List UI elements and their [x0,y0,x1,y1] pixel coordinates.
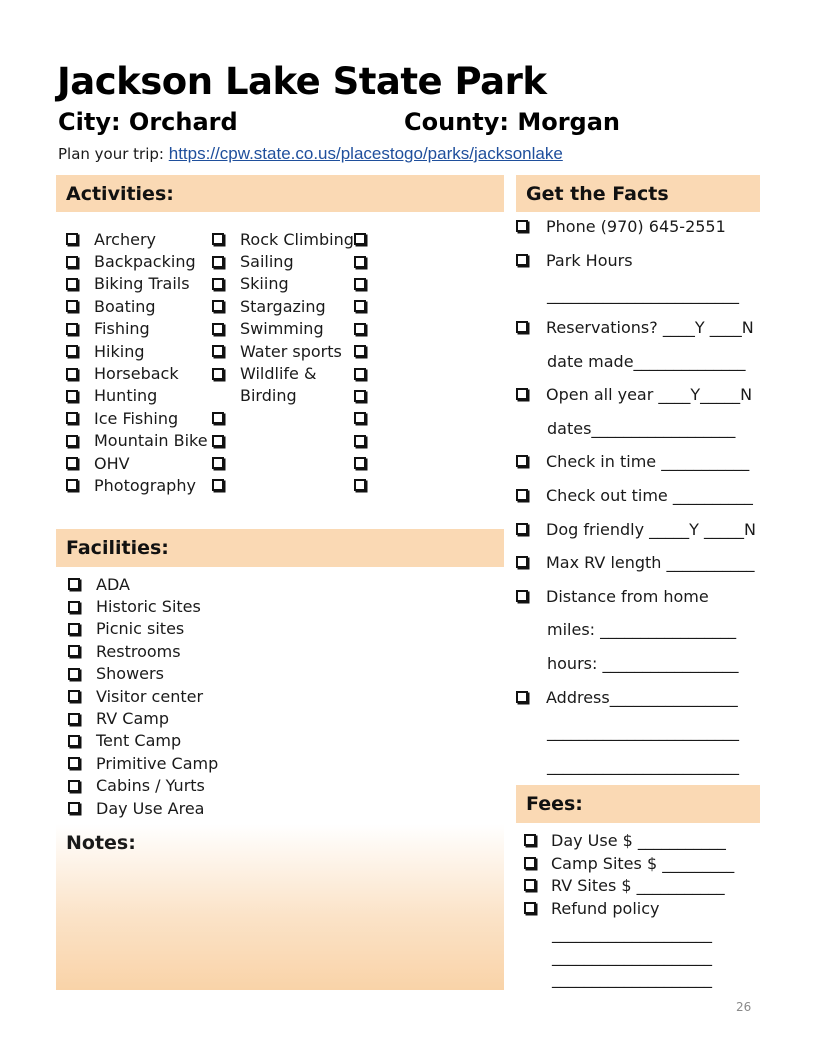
activity-item[interactable] [212,250,354,272]
checkbox-icon[interactable] [66,278,78,290]
activity-item[interactable] [66,340,208,362]
facility-label: RV Camp [96,709,169,729]
facility-label: Cabins / Yurts [96,776,205,796]
activities-column-1 [66,228,208,497]
checkbox-icon[interactable] [212,435,224,447]
hours-field[interactable]: hours: _________________ [547,653,739,673]
activity-item-blank[interactable] [212,474,354,496]
page-title: Jackson Lake State Park [57,60,547,103]
activity-label: Backpacking [94,252,196,272]
checkbox-icon[interactable] [516,455,528,467]
activity-item-continued [212,385,354,407]
refund-line-3[interactable]: ____________________ [552,968,712,988]
checkbox-icon[interactable] [354,457,366,469]
activity-item[interactable] [212,273,354,295]
activity-item-blank[interactable] [212,430,354,452]
fact-address[interactable] [516,686,738,708]
checkbox-icon[interactable] [516,691,528,703]
page-number: 26 [736,1000,752,1014]
checkbox-icon[interactable] [354,345,366,357]
checkbox-icon[interactable] [68,623,80,635]
address-line-1[interactable]: ________________________ [547,721,739,741]
fact-label: Open all year ____Y_____N [546,384,753,404]
activity-label: Mountain Bike [94,431,208,451]
fact-dog-friendly[interactable] [516,518,756,540]
checkbox-icon[interactable] [516,388,528,400]
activity-label: Water sports [240,341,342,361]
activity-label: Sailing [240,252,294,272]
activity-label: Birding [240,386,297,406]
checkbox-icon[interactable] [524,902,536,914]
activity-item[interactable] [66,273,208,295]
activity-item-blank[interactable] [354,474,366,496]
activity-item[interactable] [66,452,208,474]
checkbox-icon[interactable] [516,321,528,333]
activity-item-blank[interactable] [212,407,354,429]
activity-label: Skiing [240,274,289,294]
park-website-link[interactable]: https://cpw.state.co.us/placestogo/parks/jacksonlake [168,144,563,163]
fact-label: Max RV length ___________ [546,552,755,572]
activity-label: OHV [94,453,130,473]
activity-item-blank[interactable] [354,250,366,272]
fee-camp-sites[interactable] [524,852,734,874]
checkbox-icon[interactable] [68,713,80,725]
fact-phone[interactable] [516,215,726,237]
park-hours-blank[interactable]: ________________________ [547,284,739,304]
activity-item-blank[interactable] [354,273,366,295]
checkbox-icon[interactable] [354,233,366,245]
checkbox-icon[interactable] [212,479,224,491]
activity-label: Biking Trails [94,274,190,294]
plan-trip-line [58,144,563,164]
facility-item[interactable] [68,573,218,595]
activity-item-blank[interactable] [354,340,366,362]
facility-item[interactable] [68,797,218,819]
checkbox-icon[interactable] [68,690,80,702]
activity-item[interactable] [212,340,354,362]
checkbox-icon[interactable] [524,879,536,891]
fact-check-in[interactable] [516,450,749,472]
activity-item-blank[interactable] [354,228,366,250]
activity-item[interactable] [66,295,208,317]
activities-heading: Activities: [56,175,504,212]
dates-field[interactable]: dates__________________ [547,418,736,438]
activity-item-blank[interactable] [354,407,366,429]
activity-item[interactable] [66,318,208,340]
checkbox-icon[interactable] [212,278,224,290]
activity-label: Horseback [94,364,179,384]
address-line-2[interactable]: ________________________ [547,755,739,775]
fee-day-use[interactable] [524,829,726,851]
refund-line-1[interactable]: ____________________ [552,923,712,943]
checkbox-icon[interactable] [66,256,78,268]
checkbox-icon[interactable] [66,479,78,491]
facility-label: Restrooms [96,641,181,661]
plan-trip-label: Plan your trip: [58,145,169,163]
activity-item[interactable] [66,474,208,496]
activity-label: Fishing [94,319,150,339]
activity-item-blank[interactable] [354,295,366,317]
facilities-list [68,573,218,819]
checkbox-icon[interactable] [354,412,366,424]
date-made-field[interactable]: date made______________ [547,351,746,371]
checkbox-icon[interactable] [212,233,224,245]
fact-label: Distance from home [546,586,709,606]
fact-label: Check out time __________ [546,485,753,505]
activities-column-3 [354,228,366,497]
activity-item-blank[interactable] [354,452,366,474]
facility-item[interactable] [68,663,218,685]
facility-label: Visitor center [96,686,204,706]
checkbox-icon[interactable] [66,435,78,447]
checkbox-icon[interactable] [354,256,366,268]
activity-label: Stargazing [240,296,326,316]
activity-item[interactable] [66,385,208,407]
checkbox-icon[interactable] [66,412,78,424]
checkbox-icon[interactable] [68,802,80,814]
checkbox-icon[interactable] [68,645,80,657]
activity-item-blank[interactable] [354,385,366,407]
fact-label: Dog friendly _____Y _____N [546,519,756,539]
facility-item[interactable] [68,618,218,640]
facility-label: Tent Camp [96,731,182,751]
checkbox-icon[interactable] [212,345,224,357]
fee-label: Day Use $ ___________ [551,830,726,850]
checkbox-icon[interactable] [66,300,78,312]
checkbox-icon[interactable] [212,412,224,424]
activity-item-blank[interactable] [354,362,366,384]
activity-item[interactable] [212,362,354,384]
checkbox-icon[interactable] [354,368,366,380]
activity-label: Archery [94,229,156,249]
checkbox-icon[interactable] [354,323,366,335]
checkbox-icon[interactable] [354,479,366,491]
facility-item[interactable] [68,775,218,797]
facility-label: Picnic sites [96,619,185,639]
activity-label: Hiking [94,341,145,361]
fee-label: Refund policy [551,898,660,918]
checkbox-icon[interactable] [516,590,528,602]
facility-label: Primitive Camp [96,753,219,773]
activity-label: Wildlife & [240,364,317,384]
fee-label: Camp Sites $ _________ [551,853,735,873]
fee-refund-policy[interactable] [524,897,660,919]
facility-item[interactable] [68,640,218,662]
activity-label: Boating [94,296,156,316]
facility-label: Historic Sites [96,597,201,617]
checkbox-icon[interactable] [68,601,80,613]
checkbox-icon[interactable] [68,668,80,680]
checkbox-icon[interactable] [66,233,78,245]
fact-distance[interactable] [516,585,709,607]
facility-item[interactable] [68,685,218,707]
facility-label: Day Use Area [96,798,205,818]
fact-park-hours[interactable] [516,249,633,271]
checkbox-icon[interactable] [354,435,366,447]
fee-rv-sites[interactable] [524,874,725,896]
fact-label: Check in time ___________ [546,451,750,471]
facility-label: ADA [96,574,130,594]
checkbox-icon[interactable] [354,278,366,290]
checkbox-icon[interactable] [66,457,78,469]
activity-item[interactable] [212,318,354,340]
fact-check-out[interactable] [516,484,753,506]
checkbox-icon[interactable] [516,220,528,232]
checkbox-icon[interactable] [66,345,78,357]
activity-item[interactable] [212,228,354,250]
checkbox-icon[interactable] [524,834,536,846]
fact-label: Address________________ [546,687,738,707]
checkbox-icon[interactable] [516,556,528,568]
fees-heading: Fees: [516,785,760,823]
activity-label: Swimming [240,319,324,339]
facility-item[interactable] [68,752,218,774]
facility-item[interactable] [68,730,218,752]
activity-item-blank[interactable] [212,452,354,474]
checkbox-icon[interactable] [212,323,224,335]
fact-label: Phone (970) 645-2551 [546,216,726,236]
facilities-heading: Facilities: [56,529,504,567]
activity-item-blank[interactable] [354,430,366,452]
facility-item[interactable] [68,595,218,617]
checkbox-icon[interactable] [212,368,224,380]
fact-max-rv[interactable] [516,551,755,573]
fact-label: Reservations? ____Y ____N [546,317,754,337]
checkbox-icon[interactable] [524,857,536,869]
activity-label: Ice Fishing [94,408,179,428]
miles-field[interactable]: miles: _________________ [547,619,737,639]
activity-label: Rock Climbing [240,229,354,249]
activity-item[interactable] [66,228,208,250]
checkbox-icon[interactable] [68,578,80,590]
checkbox-icon[interactable] [68,757,80,769]
checkbox-icon[interactable] [66,323,78,335]
checkbox-icon[interactable] [212,300,224,312]
checkbox-icon[interactable] [354,300,366,312]
activity-item[interactable] [66,250,208,272]
activity-item[interactable] [66,430,208,452]
checkbox-icon[interactable] [516,489,528,501]
checkbox-icon[interactable] [68,780,80,792]
checkbox-icon[interactable] [354,390,366,402]
notes-area[interactable] [56,824,504,990]
checkbox-icon[interactable] [212,457,224,469]
activity-item[interactable] [212,295,354,317]
fact-label: Park Hours [546,250,633,270]
refund-line-2[interactable]: ____________________ [552,946,712,966]
checkbox-icon[interactable] [68,735,80,747]
fact-open-all-year[interactable] [516,383,752,405]
checkbox-icon[interactable] [66,368,78,380]
facility-item[interactable] [68,707,218,729]
fee-label: RV Sites $ ___________ [551,875,725,895]
checkbox-icon[interactable] [516,523,528,535]
city-label: City: Orchard [58,108,238,136]
facility-label: Showers [96,664,164,684]
checkbox-icon[interactable] [66,390,78,402]
activity-item-blank[interactable] [354,318,366,340]
checkbox-icon[interactable] [212,256,224,268]
fact-reservations[interactable] [516,316,754,338]
notes-heading: Notes: [66,832,136,854]
activity-item[interactable] [66,362,208,384]
checkbox-icon[interactable] [516,254,528,266]
activity-item[interactable] [66,407,208,429]
activities-column-2 [212,228,354,497]
activity-label: Photography [94,475,196,495]
facts-heading: Get the Facts [516,175,760,212]
activity-label: Hunting [94,386,158,406]
county-label: County: Morgan [404,108,621,136]
